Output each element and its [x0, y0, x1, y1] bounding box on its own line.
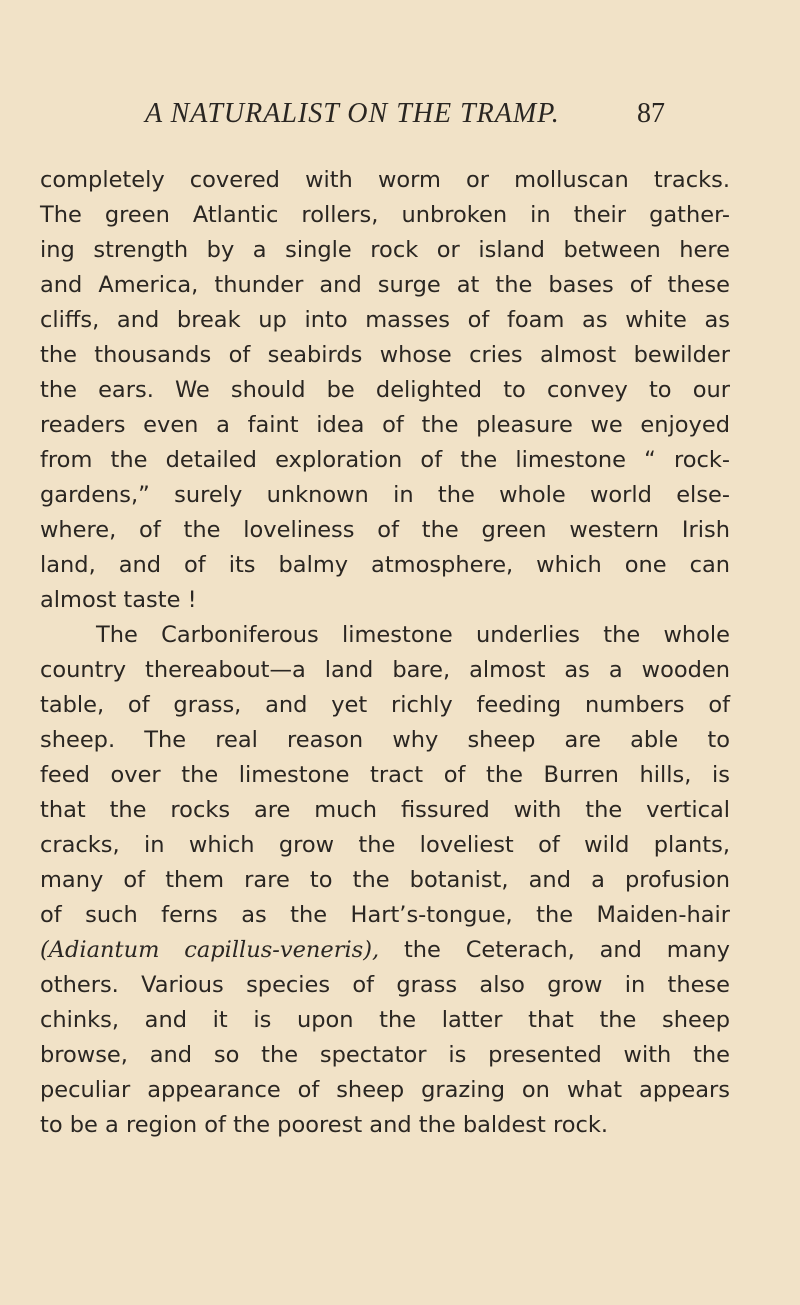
text-line-rest: the Ceterach, and many: [403, 937, 730, 963]
text-line: the ears. We should be delighted to convey to our: [40, 377, 730, 403]
text-line: browse, and so the spectator is presented with the: [40, 1042, 730, 1068]
text-line: sheep. The real reason why sheep are able to: [40, 727, 730, 753]
species-name: (Adiantum capillus-veneris),: [40, 937, 380, 963]
text-line: The green Atlantic rollers, unbroken in their gather-: [40, 202, 730, 228]
running-title: A NATURALIST ON THE TRAMP.: [145, 98, 560, 129]
text-line-with-italic: [40, 933, 730, 968]
text-line: the thousands of seabirds whose cries almost bewilder: [40, 342, 730, 368]
page-header: [145, 98, 665, 132]
text-line: where, of the loveliness of the green western Irish: [40, 517, 730, 543]
text-line: of such ferns as the Hart’s-tongue, the Maiden-hair: [40, 902, 730, 928]
text-line: almost taste !: [40, 587, 197, 613]
text-line: from the detailed exploration of the limestone “ rock-: [40, 447, 730, 473]
text-line: peculiar appearance of sheep grazing on what appears: [40, 1077, 730, 1103]
text-line: that the rocks are much fissured with the vertical: [40, 797, 730, 823]
text-line: table, of grass, and yet richly feeding numbers of: [40, 692, 730, 718]
text-line: and America, thunder and surge at the bases of these: [40, 272, 730, 298]
text-line: completely covered with worm or molluscan tracks.: [40, 167, 730, 193]
text-line: country thereabout—a land bare, almost as a wooden: [40, 657, 730, 683]
text-line: many of them rare to the botanist, and a profusion: [40, 867, 730, 893]
text-line: gardens,” surely unknown in the whole world else-: [40, 482, 730, 508]
text-line: readers even a faint idea of the pleasure we enjoyed: [40, 412, 730, 438]
text-line: cracks, in which grow the loveliest of wild plants,: [40, 832, 730, 858]
paragraph-start-line: The Carboniferous limestone underlies the whole: [96, 622, 730, 648]
page-number: 87: [637, 98, 665, 129]
body-text: [40, 163, 730, 1143]
text-line: feed over the limestone tract of the Burren hills, is: [40, 762, 730, 788]
text-line: to be a region of the poorest and the baldest rock.: [40, 1112, 609, 1138]
text-line: ing strength by a single rock or island between here: [40, 237, 730, 263]
text-line: others. Various species of grass also grow in these: [40, 972, 730, 998]
text-line: chinks, and it is upon the latter that the sheep: [40, 1007, 730, 1033]
text-line: land, and of its balmy atmosphere, which one can: [40, 552, 730, 578]
text-line: cliffs, and break up into masses of foam as white as: [40, 307, 730, 333]
